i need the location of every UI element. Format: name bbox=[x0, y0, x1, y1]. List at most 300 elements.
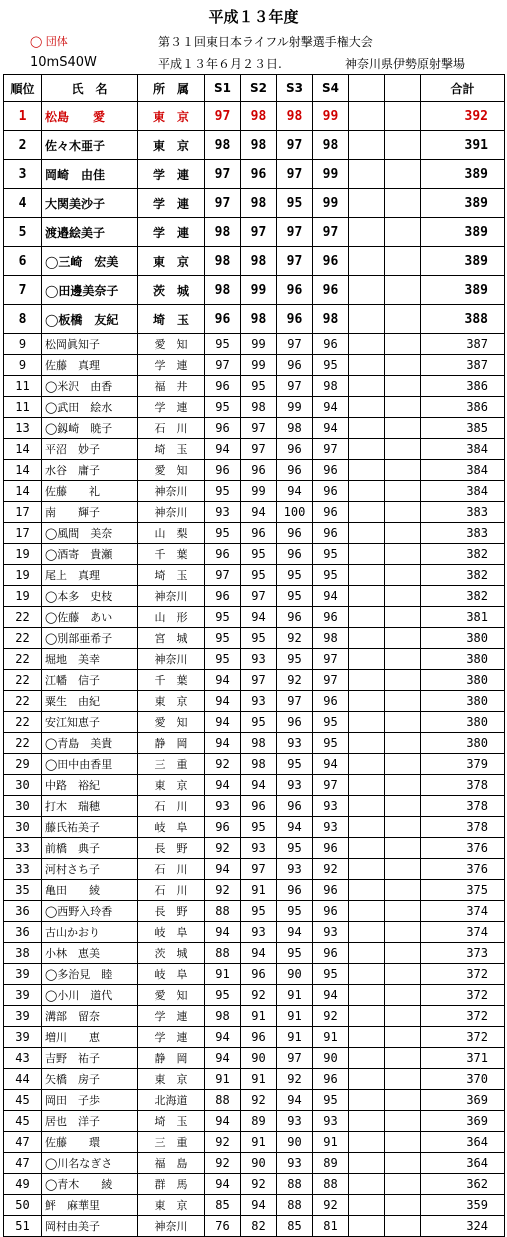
s4-cell: 94 bbox=[313, 397, 349, 418]
s4-cell: 97 bbox=[313, 218, 349, 247]
affiliation-cell: 埼 玉 bbox=[138, 565, 205, 586]
s2-cell: 92 bbox=[241, 1174, 277, 1195]
rank-cell: 33 bbox=[4, 859, 42, 880]
s3-cell: 95 bbox=[277, 901, 313, 922]
affiliation-cell: 長 野 bbox=[138, 901, 205, 922]
affiliation-cell: 静 岡 bbox=[138, 733, 205, 754]
s2-cell: 97 bbox=[241, 586, 277, 607]
s3-cell: 95 bbox=[277, 838, 313, 859]
blank-cell bbox=[349, 1174, 385, 1195]
blank-cell bbox=[385, 1153, 421, 1174]
blank-cell bbox=[385, 1174, 421, 1195]
rank-cell: 36 bbox=[4, 901, 42, 922]
s3-cell: 90 bbox=[277, 1132, 313, 1153]
s4-cell: 98 bbox=[313, 131, 349, 160]
blank-cell bbox=[385, 649, 421, 670]
table-row bbox=[4, 733, 505, 754]
name-cell: ◯田邊美奈子 bbox=[42, 276, 138, 305]
s4-cell: 97 bbox=[313, 439, 349, 460]
total-cell: 380 bbox=[421, 628, 505, 649]
blank-cell bbox=[349, 880, 385, 901]
blank-cell bbox=[385, 218, 421, 247]
affiliation-cell: 東 京 bbox=[138, 775, 205, 796]
s1-cell: 95 bbox=[205, 397, 241, 418]
name-cell: ◯三崎 宏美 bbox=[42, 247, 138, 276]
blank-cell bbox=[385, 1195, 421, 1216]
name-cell: ◯風間 美奈 bbox=[42, 523, 138, 544]
s3-cell: 96 bbox=[277, 460, 313, 481]
affiliation-cell: 東 京 bbox=[138, 247, 205, 276]
blank-cell bbox=[349, 355, 385, 376]
total-cell: 386 bbox=[421, 376, 505, 397]
total-cell: 372 bbox=[421, 985, 505, 1006]
total-cell: 381 bbox=[421, 607, 505, 628]
blank-cell bbox=[385, 1216, 421, 1237]
s1-cell: 94 bbox=[205, 859, 241, 880]
blank-cell bbox=[385, 817, 421, 838]
blank-cell bbox=[349, 670, 385, 691]
s2-cell: 97 bbox=[241, 859, 277, 880]
s3-cell: 96 bbox=[277, 880, 313, 901]
s2-cell: 94 bbox=[241, 502, 277, 523]
affiliation-cell: 学 連 bbox=[138, 189, 205, 218]
affiliation-cell: 学 連 bbox=[138, 1027, 205, 1048]
s4-cell: 91 bbox=[313, 1027, 349, 1048]
s2-cell: 95 bbox=[241, 565, 277, 586]
table-row bbox=[4, 859, 505, 880]
name-cell: ◯青島 美貴 bbox=[42, 733, 138, 754]
table-row bbox=[4, 160, 505, 189]
rank-cell: 14 bbox=[4, 460, 42, 481]
affiliation-cell: 埼 玉 bbox=[138, 439, 205, 460]
name-cell: 岡崎 由佳 bbox=[42, 160, 138, 189]
total-cell: 359 bbox=[421, 1195, 505, 1216]
name-cell: 打木 瑞穂 bbox=[42, 796, 138, 817]
total-cell: 380 bbox=[421, 733, 505, 754]
affiliation-cell: 神奈川 bbox=[138, 481, 205, 502]
total-cell: 382 bbox=[421, 586, 505, 607]
event-name: 第３１回東日本ライフル射撃選手権大会 bbox=[158, 35, 373, 49]
blank-cell bbox=[349, 334, 385, 355]
affiliation-cell: 東 京 bbox=[138, 691, 205, 712]
total-cell: 364 bbox=[421, 1132, 505, 1153]
s2-cell: 82 bbox=[241, 1216, 277, 1237]
s4-cell: 93 bbox=[313, 796, 349, 817]
table-row bbox=[4, 565, 505, 586]
s1-cell: 76 bbox=[205, 1216, 241, 1237]
rank-cell: 47 bbox=[4, 1153, 42, 1174]
name-cell: 吉野 祐子 bbox=[42, 1048, 138, 1069]
s4-cell: 94 bbox=[313, 754, 349, 775]
total-cell: 378 bbox=[421, 796, 505, 817]
table-row bbox=[4, 712, 505, 733]
s1-cell: 97 bbox=[205, 189, 241, 218]
total-cell: 388 bbox=[421, 305, 505, 334]
s1-cell: 95 bbox=[205, 334, 241, 355]
blank-cell bbox=[349, 943, 385, 964]
rank-cell: 9 bbox=[4, 334, 42, 355]
affiliation-cell: 群 馬 bbox=[138, 1174, 205, 1195]
affiliation-cell: 北海道 bbox=[138, 1090, 205, 1111]
table-row bbox=[4, 376, 505, 397]
s1-cell: 95 bbox=[205, 649, 241, 670]
s4-cell: 96 bbox=[313, 247, 349, 276]
blank-cell bbox=[349, 775, 385, 796]
rank-cell: 47 bbox=[4, 1132, 42, 1153]
blank-cell bbox=[349, 523, 385, 544]
blank-cell bbox=[349, 586, 385, 607]
s3-cell: 96 bbox=[277, 523, 313, 544]
s2-cell: 95 bbox=[241, 628, 277, 649]
header-row bbox=[4, 75, 505, 102]
name-cell: ◯西野入玲香 bbox=[42, 901, 138, 922]
s1-cell: 98 bbox=[205, 276, 241, 305]
blank-cell bbox=[385, 964, 421, 985]
affiliation-cell: 愛 知 bbox=[138, 985, 205, 1006]
affiliation-cell: 石 川 bbox=[138, 796, 205, 817]
col-s1: S1 bbox=[205, 75, 241, 102]
blank-cell bbox=[385, 1090, 421, 1111]
rank-cell: 39 bbox=[4, 1027, 42, 1048]
name-cell: 鮃 麻華里 bbox=[42, 1195, 138, 1216]
total-cell: 362 bbox=[421, 1174, 505, 1195]
total-cell: 369 bbox=[421, 1111, 505, 1132]
results-table bbox=[3, 74, 505, 1237]
s4-cell: 97 bbox=[313, 775, 349, 796]
s3-cell: 88 bbox=[277, 1174, 313, 1195]
team-legend: ◯ 団体 bbox=[30, 35, 68, 48]
s1-cell: 92 bbox=[205, 1153, 241, 1174]
total-cell: 324 bbox=[421, 1216, 505, 1237]
s1-cell: 91 bbox=[205, 964, 241, 985]
affiliation-cell: 神奈川 bbox=[138, 1216, 205, 1237]
s1-cell: 93 bbox=[205, 796, 241, 817]
col-s3: S3 bbox=[277, 75, 313, 102]
s2-cell: 95 bbox=[241, 544, 277, 565]
s3-cell: 95 bbox=[277, 586, 313, 607]
s1-cell: 94 bbox=[205, 1027, 241, 1048]
total-cell: 384 bbox=[421, 481, 505, 502]
s2-cell: 93 bbox=[241, 691, 277, 712]
s4-cell: 99 bbox=[313, 189, 349, 218]
rank-cell: 3 bbox=[4, 160, 42, 189]
s2-cell: 97 bbox=[241, 439, 277, 460]
s1-cell: 92 bbox=[205, 1132, 241, 1153]
s1-cell: 94 bbox=[205, 775, 241, 796]
blank-cell bbox=[349, 754, 385, 775]
s1-cell: 92 bbox=[205, 838, 241, 859]
blank-cell bbox=[385, 754, 421, 775]
affiliation-cell: 岐 阜 bbox=[138, 964, 205, 985]
total-cell: 372 bbox=[421, 1027, 505, 1048]
total-cell: 382 bbox=[421, 544, 505, 565]
s3-cell: 85 bbox=[277, 1216, 313, 1237]
s2-cell: 98 bbox=[241, 305, 277, 334]
name-cell: 前橋 典子 bbox=[42, 838, 138, 859]
total-cell: 378 bbox=[421, 817, 505, 838]
total-cell: 389 bbox=[421, 160, 505, 189]
total-cell: 374 bbox=[421, 922, 505, 943]
s4-cell: 96 bbox=[313, 943, 349, 964]
affiliation-cell: 東 京 bbox=[138, 1195, 205, 1216]
blank-cell bbox=[385, 305, 421, 334]
s4-cell: 93 bbox=[313, 1111, 349, 1132]
name-cell: 松島 愛 bbox=[42, 102, 138, 131]
rank-cell: 2 bbox=[4, 131, 42, 160]
table-row bbox=[4, 334, 505, 355]
s2-cell: 98 bbox=[241, 397, 277, 418]
s1-cell: 98 bbox=[205, 131, 241, 160]
rank-cell: 22 bbox=[4, 712, 42, 733]
blank-cell bbox=[385, 544, 421, 565]
s2-cell: 95 bbox=[241, 712, 277, 733]
name-cell: 尾上 真理 bbox=[42, 565, 138, 586]
s3-cell: 93 bbox=[277, 1111, 313, 1132]
name-cell: ◯別部亜希子 bbox=[42, 628, 138, 649]
s1-cell: 95 bbox=[205, 607, 241, 628]
s1-cell: 92 bbox=[205, 754, 241, 775]
affiliation-cell: 茨 城 bbox=[138, 943, 205, 964]
rank-cell: 11 bbox=[4, 376, 42, 397]
rank-cell: 19 bbox=[4, 586, 42, 607]
s4-cell: 93 bbox=[313, 922, 349, 943]
s1-cell: 95 bbox=[205, 628, 241, 649]
affiliation-cell: 神奈川 bbox=[138, 649, 205, 670]
s2-cell: 99 bbox=[241, 481, 277, 502]
table-row bbox=[4, 817, 505, 838]
blank-cell bbox=[385, 733, 421, 754]
total-cell: 372 bbox=[421, 964, 505, 985]
name-cell: 古山かおり bbox=[42, 922, 138, 943]
total-cell: 380 bbox=[421, 712, 505, 733]
event-date: 平成１３年６月２３日. bbox=[158, 57, 282, 71]
s4-cell: 95 bbox=[313, 565, 349, 586]
name-cell: ◯田中由香里 bbox=[42, 754, 138, 775]
s2-cell: 91 bbox=[241, 1132, 277, 1153]
col-blank-1 bbox=[349, 75, 385, 102]
blank-cell bbox=[385, 922, 421, 943]
blank-cell bbox=[385, 943, 421, 964]
s1-cell: 94 bbox=[205, 712, 241, 733]
blank-cell bbox=[385, 523, 421, 544]
affiliation-cell: 埼 玉 bbox=[138, 1111, 205, 1132]
blank-cell bbox=[385, 796, 421, 817]
table-row bbox=[4, 1111, 505, 1132]
total-cell: 389 bbox=[421, 189, 505, 218]
blank-cell bbox=[385, 691, 421, 712]
s3-cell: 93 bbox=[277, 859, 313, 880]
blank-cell bbox=[385, 1111, 421, 1132]
blank-cell bbox=[349, 1195, 385, 1216]
rank-cell: 5 bbox=[4, 218, 42, 247]
rank-cell: 13 bbox=[4, 418, 42, 439]
s4-cell: 89 bbox=[313, 1153, 349, 1174]
blank-cell bbox=[349, 1006, 385, 1027]
s4-cell: 88 bbox=[313, 1174, 349, 1195]
rank-cell: 51 bbox=[4, 1216, 42, 1237]
s4-cell: 98 bbox=[313, 376, 349, 397]
table-row bbox=[4, 502, 505, 523]
s3-cell: 91 bbox=[277, 985, 313, 1006]
table-row bbox=[4, 1048, 505, 1069]
s2-cell: 92 bbox=[241, 985, 277, 1006]
blank-cell bbox=[349, 1153, 385, 1174]
name-cell: ◯川名なぎさ bbox=[42, 1153, 138, 1174]
name-cell: 松岡眞知子 bbox=[42, 334, 138, 355]
total-cell: 386 bbox=[421, 397, 505, 418]
total-cell: 379 bbox=[421, 754, 505, 775]
blank-cell bbox=[385, 901, 421, 922]
blank-cell bbox=[349, 189, 385, 218]
blank-cell bbox=[349, 376, 385, 397]
affiliation-cell: 石 川 bbox=[138, 880, 205, 901]
blank-cell bbox=[385, 1006, 421, 1027]
rank-cell: 39 bbox=[4, 1006, 42, 1027]
s3-cell: 91 bbox=[277, 1006, 313, 1027]
s1-cell: 94 bbox=[205, 691, 241, 712]
blank-cell bbox=[385, 1027, 421, 1048]
s4-cell: 96 bbox=[313, 334, 349, 355]
rank-cell: 49 bbox=[4, 1174, 42, 1195]
blank-cell bbox=[349, 247, 385, 276]
table-row bbox=[4, 418, 505, 439]
s1-cell: 94 bbox=[205, 1048, 241, 1069]
table-row bbox=[4, 1090, 505, 1111]
blank-cell bbox=[385, 1132, 421, 1153]
table-row bbox=[4, 943, 505, 964]
blank-cell bbox=[349, 1027, 385, 1048]
blank-cell bbox=[385, 628, 421, 649]
blank-cell bbox=[385, 102, 421, 131]
rank-cell: 44 bbox=[4, 1069, 42, 1090]
s2-cell: 91 bbox=[241, 1006, 277, 1027]
blank-cell bbox=[349, 565, 385, 586]
s4-cell: 92 bbox=[313, 859, 349, 880]
blank-cell bbox=[349, 218, 385, 247]
blank-cell bbox=[385, 481, 421, 502]
s2-cell: 96 bbox=[241, 523, 277, 544]
col-s2: S2 bbox=[241, 75, 277, 102]
s2-cell: 93 bbox=[241, 838, 277, 859]
s1-cell: 94 bbox=[205, 922, 241, 943]
total-cell: 391 bbox=[421, 131, 505, 160]
s3-cell: 92 bbox=[277, 1069, 313, 1090]
rank-cell: 19 bbox=[4, 565, 42, 586]
table-row bbox=[4, 1216, 505, 1237]
rank-cell: 29 bbox=[4, 754, 42, 775]
name-cell: 渡邉絵美子 bbox=[42, 218, 138, 247]
total-cell: 375 bbox=[421, 880, 505, 901]
blank-cell bbox=[349, 1111, 385, 1132]
s3-cell: 97 bbox=[277, 1048, 313, 1069]
table-row bbox=[4, 523, 505, 544]
col-total: 合計 bbox=[421, 75, 505, 102]
blank-cell bbox=[349, 712, 385, 733]
blank-cell bbox=[349, 439, 385, 460]
table-row bbox=[4, 439, 505, 460]
page-title: 平成１３年度 bbox=[208, 8, 299, 26]
rank-cell: 22 bbox=[4, 628, 42, 649]
blank-cell bbox=[385, 160, 421, 189]
s2-cell: 96 bbox=[241, 160, 277, 189]
table-row bbox=[4, 1153, 505, 1174]
col-name: 氏 名 bbox=[42, 75, 138, 102]
affiliation-cell: 東 京 bbox=[138, 131, 205, 160]
s2-cell: 94 bbox=[241, 607, 277, 628]
s3-cell: 97 bbox=[277, 376, 313, 397]
blank-cell bbox=[385, 1069, 421, 1090]
total-cell: 383 bbox=[421, 523, 505, 544]
name-cell: 矢橋 房子 bbox=[42, 1069, 138, 1090]
s4-cell: 94 bbox=[313, 418, 349, 439]
table-row bbox=[4, 607, 505, 628]
s4-cell: 95 bbox=[313, 355, 349, 376]
s3-cell: 100 bbox=[277, 502, 313, 523]
rank-cell: 45 bbox=[4, 1090, 42, 1111]
name-cell: 江幡 信子 bbox=[42, 670, 138, 691]
total-cell: 374 bbox=[421, 901, 505, 922]
s4-cell: 93 bbox=[313, 817, 349, 838]
affiliation-cell: 東 京 bbox=[138, 102, 205, 131]
blank-cell bbox=[385, 565, 421, 586]
s1-cell: 96 bbox=[205, 544, 241, 565]
name-cell: 粟生 由紀 bbox=[42, 691, 138, 712]
table-row bbox=[4, 901, 505, 922]
s4-cell: 94 bbox=[313, 586, 349, 607]
table-row bbox=[4, 985, 505, 1006]
s2-cell: 98 bbox=[241, 247, 277, 276]
rank-cell: 22 bbox=[4, 649, 42, 670]
table-row bbox=[4, 964, 505, 985]
s3-cell: 97 bbox=[277, 247, 313, 276]
table-row bbox=[4, 628, 505, 649]
s4-cell: 96 bbox=[313, 460, 349, 481]
s3-cell: 96 bbox=[277, 276, 313, 305]
rank-cell: 39 bbox=[4, 964, 42, 985]
total-cell: 387 bbox=[421, 334, 505, 355]
affiliation-cell: 山 形 bbox=[138, 607, 205, 628]
event-venue: 神奈川県伊勢原射撃場 bbox=[345, 57, 466, 71]
total-cell: 376 bbox=[421, 859, 505, 880]
s1-cell: 96 bbox=[205, 817, 241, 838]
table-row bbox=[4, 189, 505, 218]
s4-cell: 92 bbox=[313, 1195, 349, 1216]
table-row bbox=[4, 1006, 505, 1027]
s3-cell: 94 bbox=[277, 922, 313, 943]
s2-cell: 98 bbox=[241, 131, 277, 160]
s4-cell: 91 bbox=[313, 1132, 349, 1153]
table-row bbox=[4, 481, 505, 502]
s4-cell: 95 bbox=[313, 1090, 349, 1111]
total-cell: 380 bbox=[421, 649, 505, 670]
s1-cell: 91 bbox=[205, 1069, 241, 1090]
rank-cell: 22 bbox=[4, 691, 42, 712]
s4-cell: 99 bbox=[313, 102, 349, 131]
affiliation-cell: 愛 知 bbox=[138, 712, 205, 733]
col-blank-2 bbox=[385, 75, 421, 102]
s1-cell: 88 bbox=[205, 943, 241, 964]
blank-cell bbox=[385, 397, 421, 418]
rank-cell: 6 bbox=[4, 247, 42, 276]
table-row bbox=[4, 305, 505, 334]
blank-cell bbox=[349, 418, 385, 439]
affiliation-cell: 茨 城 bbox=[138, 276, 205, 305]
rank-cell: 1 bbox=[4, 102, 42, 131]
s4-cell: 96 bbox=[313, 502, 349, 523]
rank-cell: 30 bbox=[4, 817, 42, 838]
table-row bbox=[4, 355, 505, 376]
s4-cell: 95 bbox=[313, 964, 349, 985]
